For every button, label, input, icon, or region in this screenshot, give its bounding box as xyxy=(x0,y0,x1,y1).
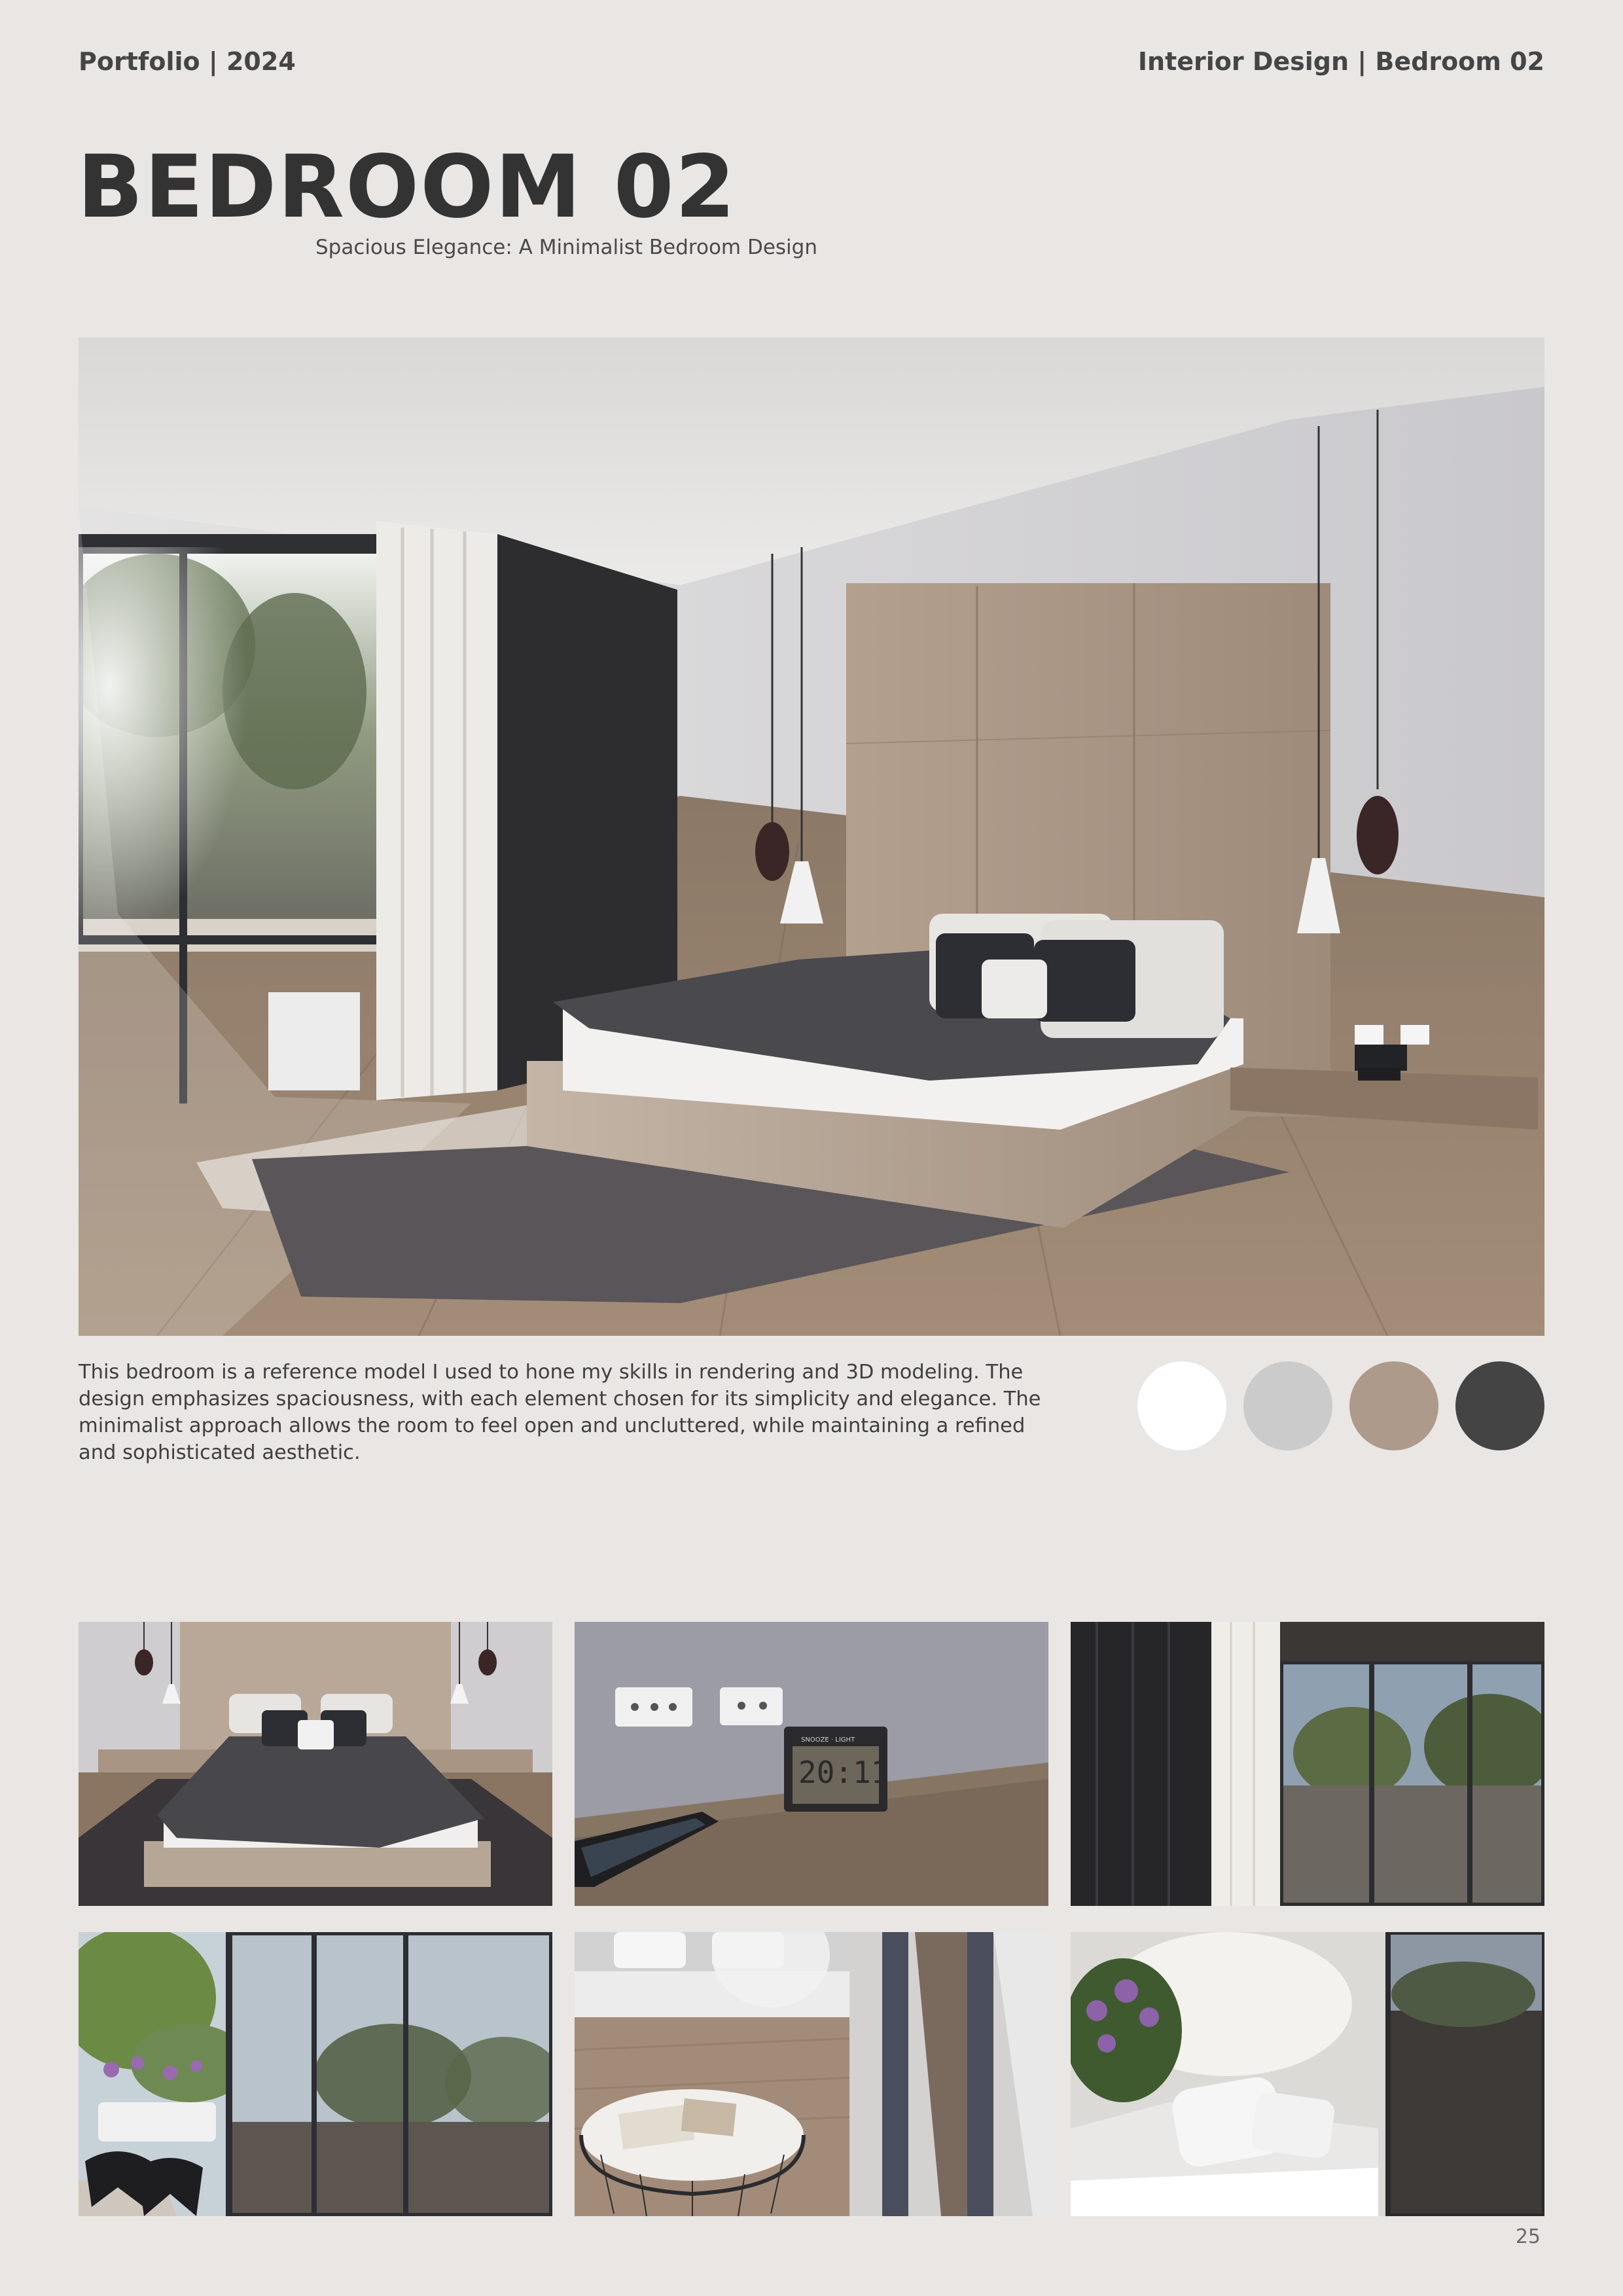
page-number: 25 xyxy=(1515,2225,1541,2248)
palette-swatch-light-gray xyxy=(1243,1361,1332,1450)
thumbnail-outdoor-sofa xyxy=(1071,1932,1544,2216)
palette-swatch-taupe xyxy=(1349,1361,1438,1450)
thumbnail-curtains-window xyxy=(1071,1622,1544,1906)
hero-bedroom-render xyxy=(79,338,1544,1336)
header-right: Interior Design | Bedroom 02 xyxy=(1137,47,1544,76)
palette-swatch-charcoal xyxy=(1455,1361,1544,1450)
clock-time: 20:11 xyxy=(798,1755,889,1790)
color-palette xyxy=(1137,1361,1544,1450)
thumbnail-nightstand-clock xyxy=(575,1622,1048,1906)
header-left: Portfolio | 2024 xyxy=(79,47,296,76)
page-title: BEDROOM 02 xyxy=(77,137,737,238)
palette-swatch-white xyxy=(1137,1361,1226,1450)
thumbnail-balcony-exterior xyxy=(79,1932,552,2216)
clock-label: SNOOZE · LIGHT xyxy=(801,1736,855,1744)
description-text: This bedroom is a reference model I used to hone my skills in rendering and 3D modeling. The design emphasizes spaciousness, with each element chosen for its simplicity and elegance. The minimalist approach allows the room to feel open and uncluttered, while maintaining a refined and sophisticated aesthetic. xyxy=(79,1361,1041,1464)
thumbnail-coffee-table xyxy=(575,1932,1048,2216)
page-subtitle: Spacious Elegance: A Minimalist Bedroom Design xyxy=(315,236,817,259)
thumbnail-bed-front xyxy=(79,1622,552,1906)
